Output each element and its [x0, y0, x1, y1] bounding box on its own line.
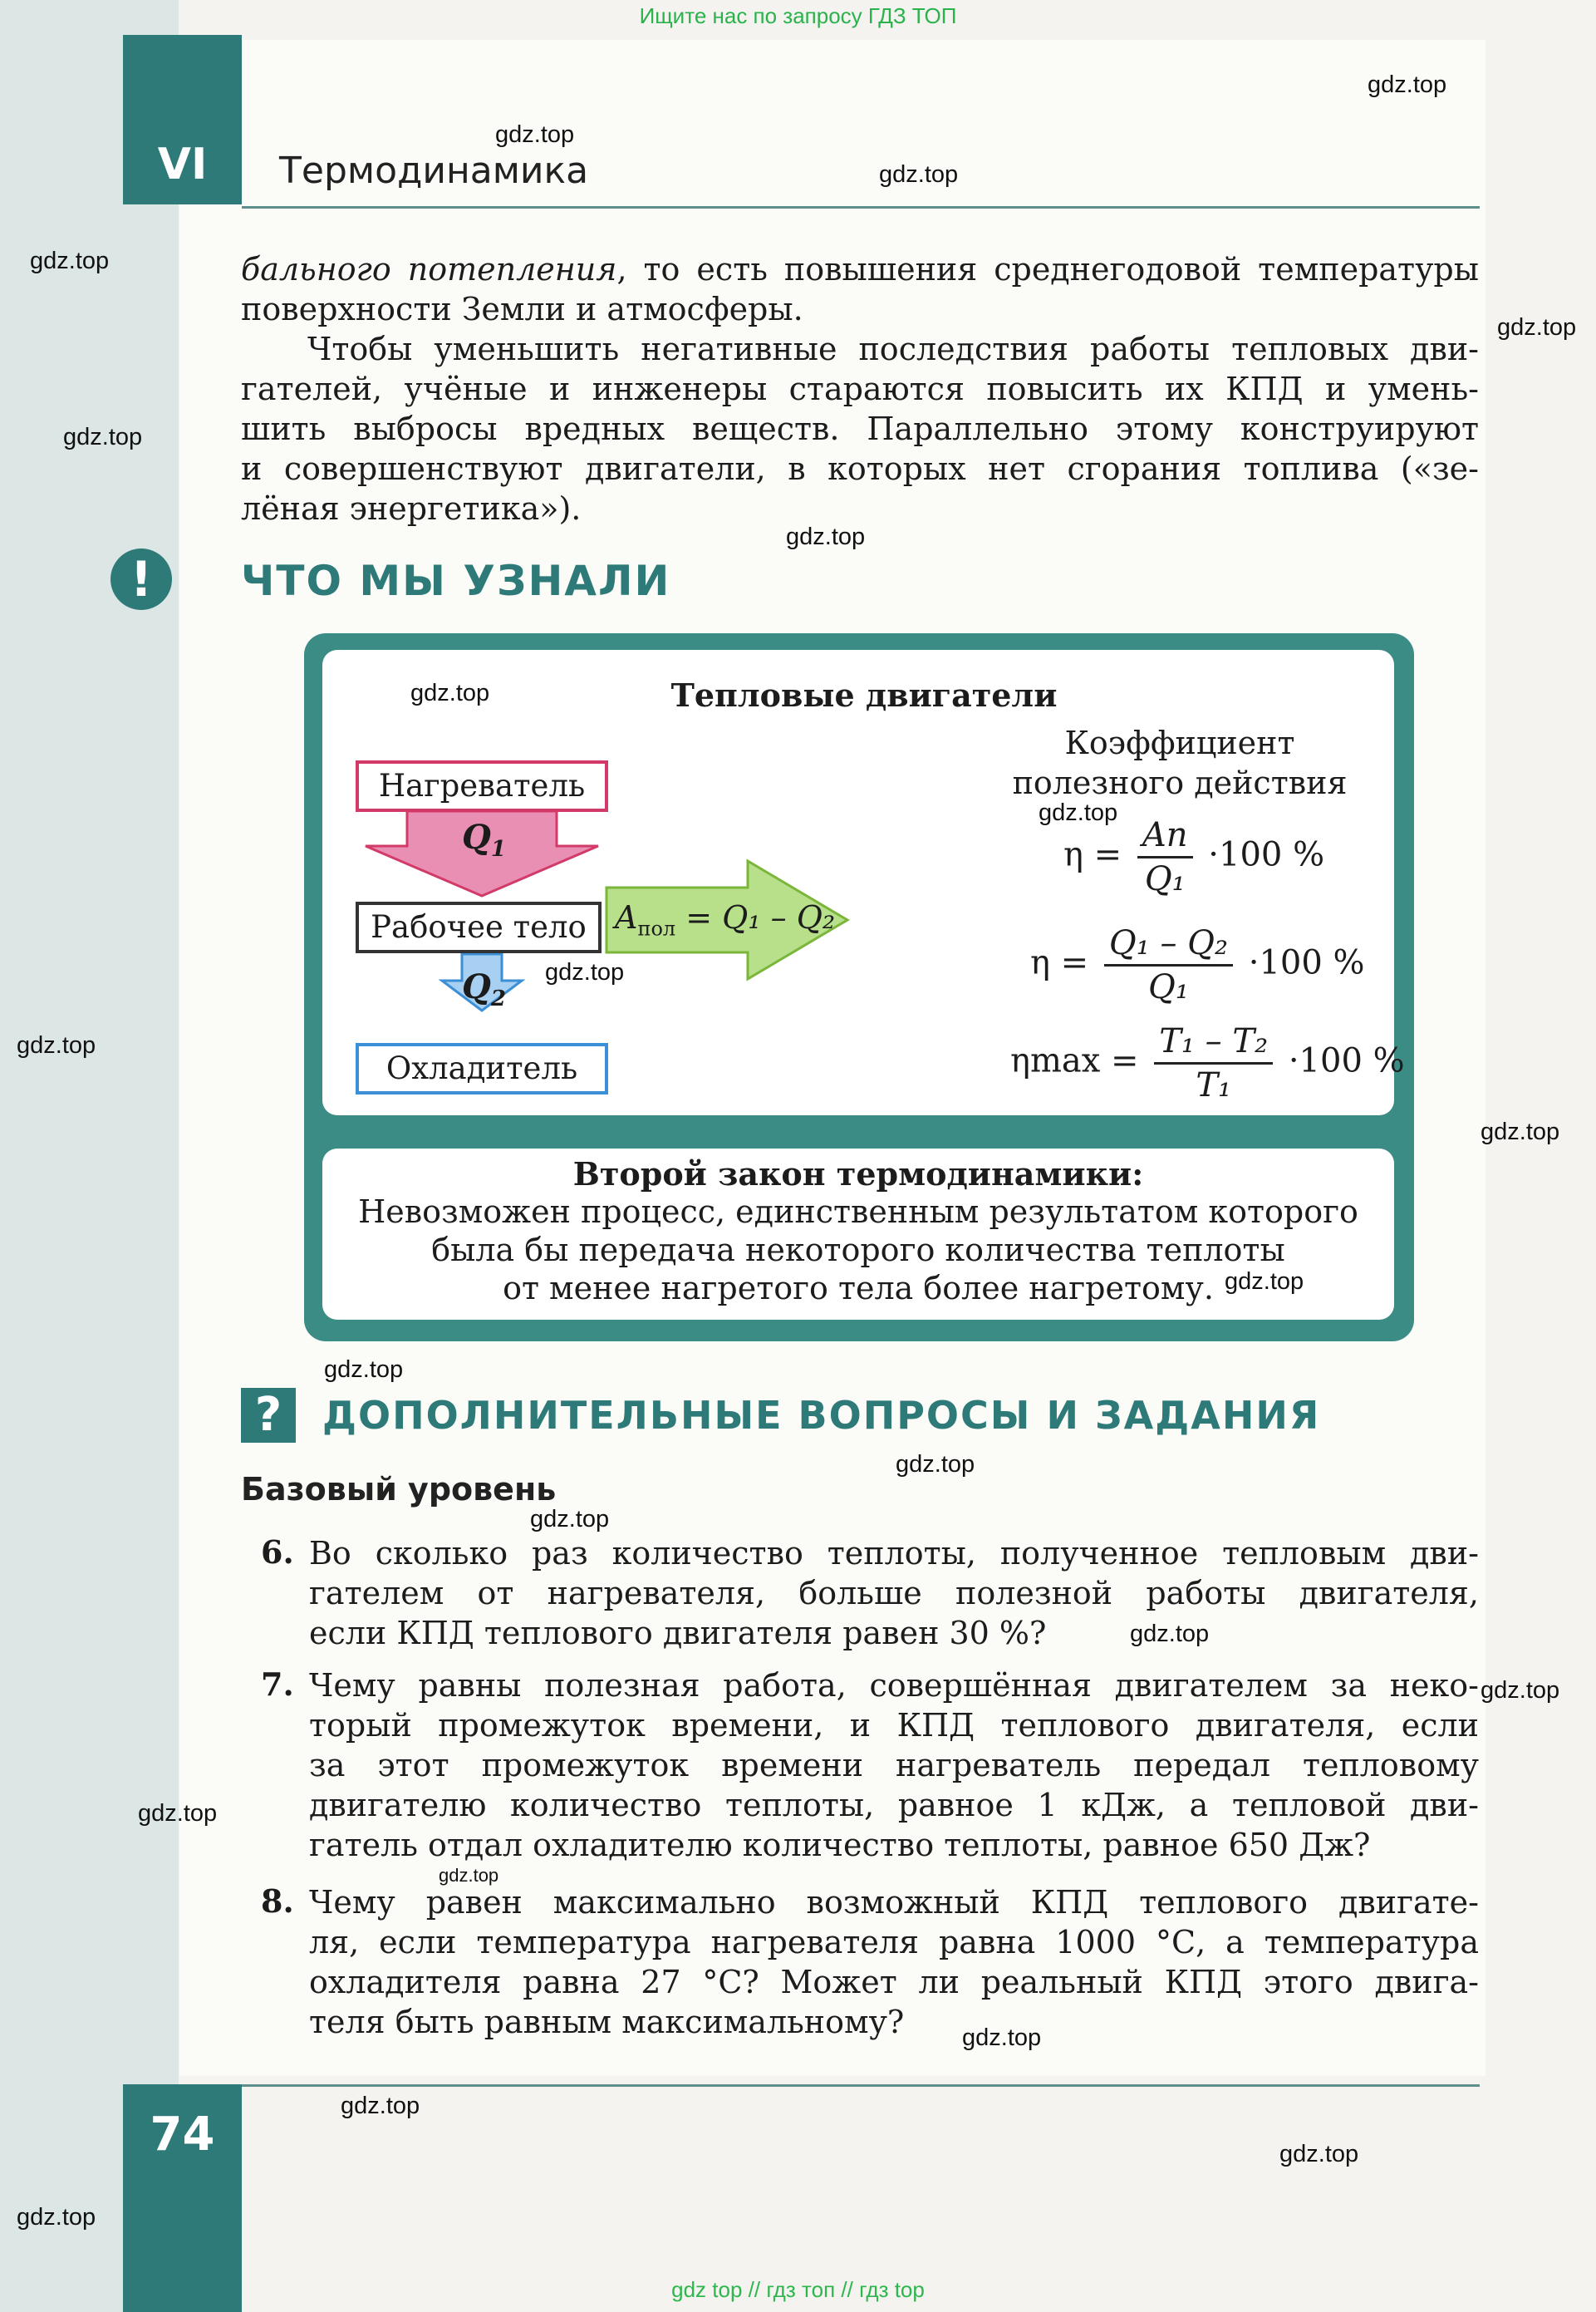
watermark: gdz.top: [530, 1506, 610, 1532]
link-gdz-top[interactable]: gdz top: [671, 2277, 743, 2302]
work-subscript: пол: [637, 917, 676, 941]
intro-line: лёная энергетика»).: [241, 490, 582, 527]
question-number: 6.: [261, 1533, 294, 1571]
watermark: gdz.top: [962, 2024, 1042, 2051]
watermark: gdz.top: [1039, 799, 1118, 826]
watermark: gdz.top: [17, 1032, 96, 1059]
watermark: gdz.top: [1130, 1621, 1210, 1647]
watermark: gdz.top: [495, 121, 575, 148]
watermark: gdz.top: [63, 424, 143, 450]
efficiency-title-1: Коэффициент: [1064, 725, 1295, 761]
watermark: gdz.top: [17, 2204, 96, 2231]
cooler-box: Охладитель: [356, 1043, 608, 1095]
formula-lhs: ηmax =: [1010, 1041, 1139, 1080]
law-line: Невозможен процесс, единственным результатом которого: [358, 1193, 1358, 1230]
intro-line: и совершенствуют двигатели, в которых нет сгорания топлива («зе-: [241, 450, 1479, 487]
work-rhs: = Q₁ – Q₂: [685, 899, 836, 936]
question-number: 7.: [261, 1665, 294, 1703]
intro-line: шить выбросы вредных веществ. Параллельно этому конструируют: [241, 411, 1479, 447]
formula-denominator: Q₁: [1148, 968, 1189, 1006]
watermark: gdz.top: [324, 1356, 404, 1383]
watermark: gdz.top: [1481, 1677, 1560, 1704]
watermark: gdz.top: [30, 248, 110, 274]
link-gdz-top-ru[interactable]: гдз топ: [766, 2277, 836, 2302]
watermark: gdz.top: [410, 680, 490, 706]
formula-numerator: Q₁ – Q₂: [1104, 922, 1233, 967]
question-line: гатель отдал охладителю количество теплоты, равное 650 Дж?: [309, 1827, 1371, 1863]
law-title: Второй закон термодинамики:: [572, 1155, 1144, 1193]
question-number: 8.: [261, 1882, 294, 1920]
intro-line: поверхности Земли и атмосферы.: [241, 291, 803, 327]
formula-lhs: η =: [1030, 943, 1089, 982]
work-symbol: A: [615, 899, 638, 936]
formula-tail: ·100 %: [1208, 835, 1325, 874]
question-line: Чему равны полезная работа, совершённая двигателем за неко-: [309, 1667, 1479, 1704]
law-line: была бы передача некоторого количества теплоты: [431, 1232, 1285, 1268]
link-separator: //: [841, 2277, 853, 2302]
watermark: gdz.top: [545, 959, 625, 986]
watermark: gdz.top: [439, 1865, 499, 1886]
bottom-links: [0, 2277, 1596, 2303]
chapter-title: Термодинамика: [279, 150, 589, 192]
sidebar-band: [0, 0, 179, 2312]
work-formula: [615, 899, 835, 941]
watermark: gdz.top: [896, 1451, 975, 1478]
efficiency-formula-2: [1030, 922, 1365, 1008]
intro-line: гателей, учёные и инженеры стараются повысить их КПД и умень-: [241, 371, 1479, 407]
intro-term: бального потепления: [241, 251, 617, 288]
page-number: 74: [150, 2108, 215, 2162]
question-line: торый промежуток времени, и КПД теплового двигателя, если: [309, 1707, 1479, 1744]
summary-title: Тепловые двигатели: [670, 676, 1058, 714]
question-icon: ?: [241, 1388, 296, 1443]
formula-denominator: Q₁: [1144, 860, 1186, 898]
formula-lhs: η =: [1063, 835, 1122, 874]
question-line: если КПД теплового двигателя равен 30 %?: [309, 1615, 1047, 1651]
formula-tail: ·100 %: [1288, 1041, 1405, 1080]
q1-label: [462, 818, 506, 862]
q1-subscript: 1: [490, 837, 506, 862]
q2-symbol: Q: [462, 967, 491, 1006]
question-line: гателем от нагревателя, больше полезной работы двигателя,: [309, 1575, 1479, 1611]
exclamation-icon: !: [110, 548, 172, 610]
q1-symbol: Q: [462, 818, 491, 857]
question-line: двигателю количество теплоты, равное 1 кДж, а тепловой дви-: [309, 1787, 1479, 1823]
watermark: gdz.top: [1368, 71, 1447, 98]
watermark: gdz.top: [879, 161, 959, 188]
intro-line-rest: , то есть повышения среднегодовой температуры: [616, 251, 1479, 288]
watermark: gdz.top: [1481, 1119, 1560, 1145]
link-gdz-top-mixed[interactable]: гдз top: [859, 2277, 925, 2302]
question-line: теля быть равным максимальному?: [309, 2004, 905, 2040]
efficiency-title-2: полезного действия: [1012, 765, 1348, 801]
watermark: gdz.top: [138, 1800, 218, 1827]
q2-subscript: 2: [490, 986, 506, 1011]
question-line: охладителя равна 27 °С? Может ли реальный КПД этого двига-: [309, 1964, 1479, 2000]
watermark: gdz.top: [1279, 2141, 1359, 2167]
header-rule: [242, 206, 1480, 209]
question-line: ля, если температура нагревателя равна 1000 °С, а температура: [309, 1924, 1479, 1960]
heater-box: Нагреватель: [356, 760, 608, 812]
question-line: за этот промежуток времени нагреватель передал тепловому: [309, 1747, 1479, 1783]
watermark: gdz.top: [341, 2093, 420, 2119]
intro-line: [241, 249, 1479, 289]
watermark: gdz.top: [1225, 1268, 1304, 1295]
question-line: Чему равен максимально возможный КПД теплового двигате-: [309, 1884, 1479, 1921]
efficiency-formula-1: [1063, 814, 1324, 900]
search-note[interactable]: Ищите нас по запросу ГДЗ ТОП: [639, 3, 957, 28]
intro-line: Чтобы уменьшить негативные последствия работы тепловых дви-: [307, 331, 1479, 367]
working-body-box: Рабочее тело: [356, 902, 602, 953]
formula-numerator: T₁ – T₂: [1154, 1021, 1273, 1065]
questions-heading: ДОПОЛНИТЕЛЬНЫЕ ВОПРОСЫ И ЗАДАНИЯ: [322, 1393, 1321, 1438]
formula-tail: ·100 %: [1248, 943, 1365, 982]
chapter-number: VI: [157, 140, 208, 189]
q2-label: [462, 967, 506, 1011]
efficiency-formula-max: [1010, 1021, 1405, 1106]
watermark: gdz.top: [786, 524, 866, 550]
link-separator: //: [748, 2277, 761, 2302]
question-line: Во сколько раз количество теплоты, полученное тепловым дви-: [309, 1535, 1479, 1572]
watermark: gdz.top: [1497, 314, 1577, 341]
formula-numerator: Aп: [1137, 814, 1193, 858]
level-heading: Базовый уровень: [241, 1471, 557, 1508]
footer-rule: [242, 2084, 1480, 2087]
formula-denominator: T₁: [1196, 1066, 1232, 1104]
law-line: от менее нагретого тела более нагретому.: [503, 1270, 1214, 1306]
learned-heading: ЧТО МЫ УЗНАЛИ: [241, 557, 671, 605]
